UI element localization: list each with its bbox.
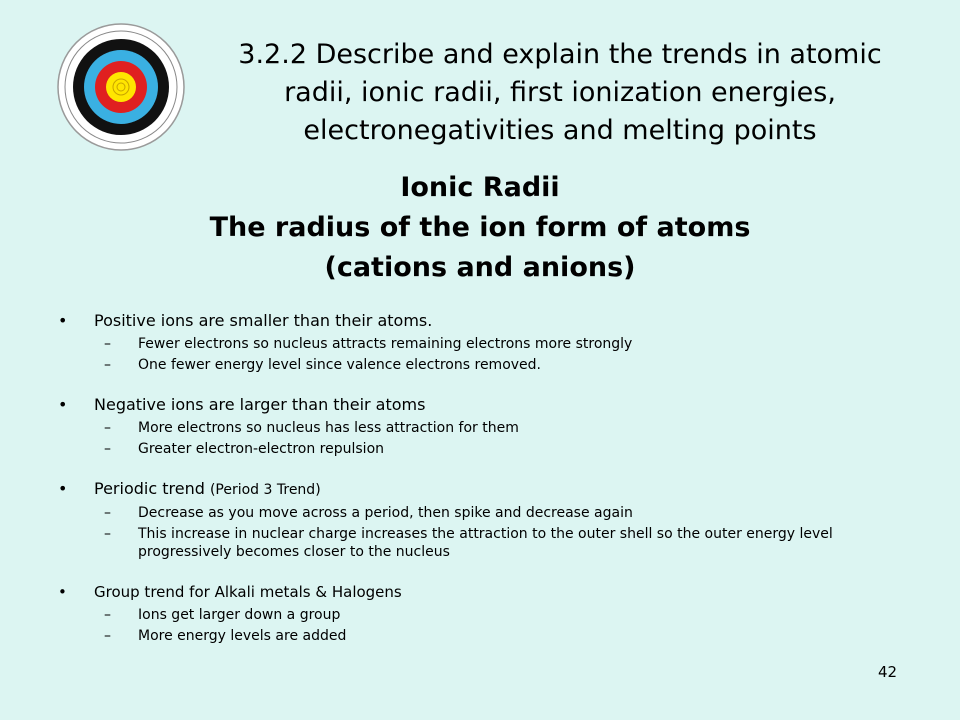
bullet-text: Group trend for Alkali metals & Halogens [94,583,402,601]
bullet-marker [58,478,94,501]
heading-line-1: Ionic Radii [400,172,560,203]
bullet-note: (Period 3 Trend) [209,482,321,498]
dash-marker [104,419,138,437]
bullet-group-trend [58,581,878,645]
bullet-positive-ions [58,310,878,374]
slide-title: 3.2.2 Describe and explain the trends in atomic radii, ionic radii, first ionization energies, electronegativities and melting points [238,39,882,146]
bullet-marker [58,394,94,416]
sub-bullet-text: Fewer electrons so nucleus attracts remaining electrons more strongly [138,336,633,352]
dash-marker [104,627,138,645]
dash-marker [104,606,138,624]
bullet-text: Positive ions are smaller than their atoms. [94,311,433,330]
page-number: 42 [878,663,898,681]
archery-target-icon [56,22,186,152]
dash-marker [104,504,138,522]
sub-bullet-text: One fewer energy level since valence electrons removed. [138,357,541,373]
bullet-text: Negative ions are larger than their atoms [94,395,426,414]
sub-bullet-text: Decrease as you move across a period, then spike and decrease again [138,505,633,521]
sub-bullet-text: This increase in nuclear charge increases the attraction to the outer shell so the outer energy level progressively becomes closer to the nucleus [138,526,833,560]
bullet-marker [58,581,94,603]
dash-marker [104,440,138,458]
sub-bullet-text: Greater electron-electron repulsion [138,441,385,457]
dash-marker [104,356,138,374]
heading-line-3: (cations and anions) [324,252,636,283]
heading-line-2: The radius of the ion form of atoms [209,212,751,243]
bullet-list [58,310,878,665]
bullet-text: Periodic trend [94,479,205,498]
dash-marker [104,335,138,353]
bullet-negative-ions [58,394,878,458]
sub-bullet-text: Ions get larger down a group [138,607,341,623]
sub-bullet-text: More electrons so nucleus has less attraction for them [138,420,519,436]
sub-bullet-text: More energy levels are added [138,628,347,644]
bullet-periodic-trend [58,478,878,561]
dash-marker [104,525,138,561]
section-heading [0,168,960,288]
bullet-marker [58,310,94,332]
